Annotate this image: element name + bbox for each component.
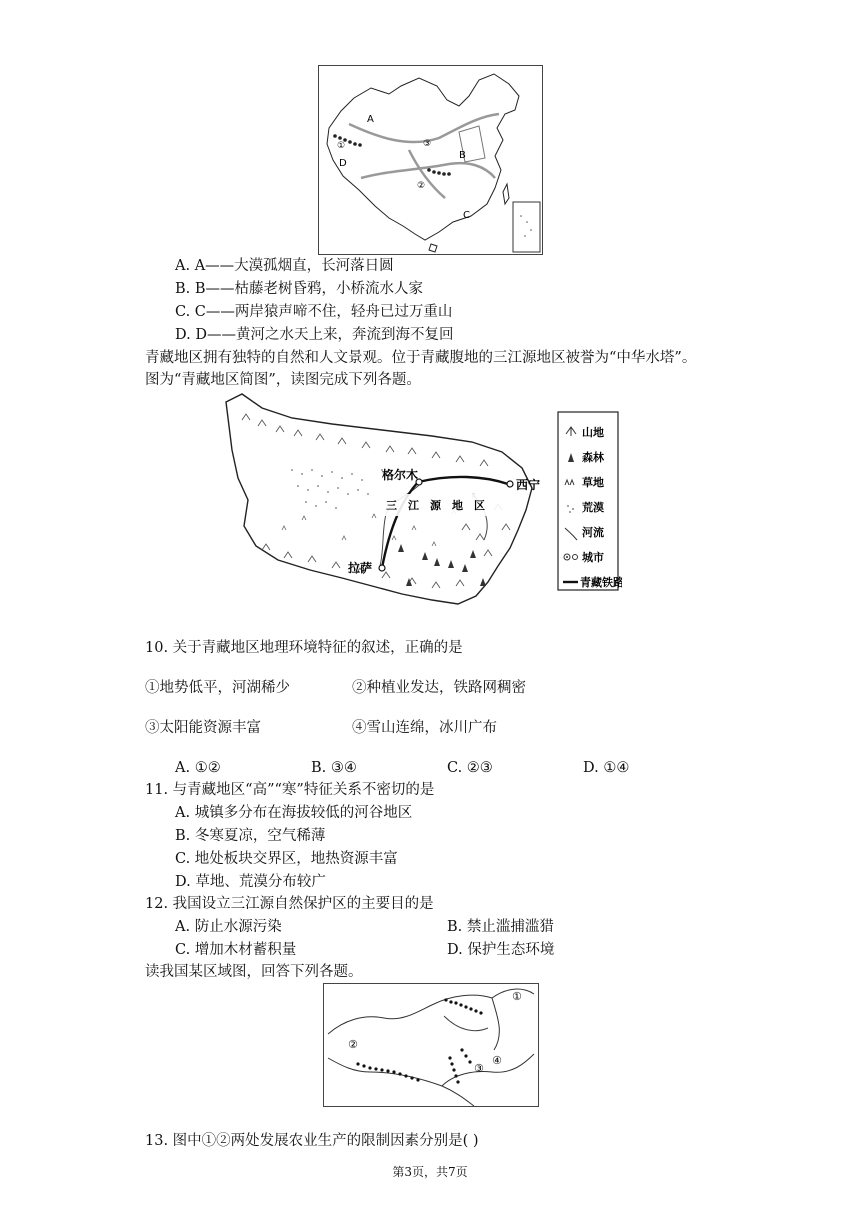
q12-stem: 12. 我国设立三江源自然保护区的主要目的是 <box>145 896 434 912</box>
legend-label-forest: 森林 <box>582 451 604 464</box>
qinghai-tibet-map <box>222 390 622 612</box>
mountain-label-1: ① <box>337 141 346 151</box>
legend-label-city: 城市 <box>582 551 604 564</box>
q10-option-c: C. ②③ <box>447 760 493 776</box>
intro-line-1: 青藏地区拥有独特的自然和人文景观。位于青藏腹地的三江源地区被誉为“中华水塔”。 <box>145 350 697 366</box>
line-label-3: ③ <box>423 139 432 149</box>
region-label-b: B <box>459 150 466 161</box>
legend-label-railway: 青藏铁路 <box>580 576 622 589</box>
intro-2: 读我国某区域图，回答下列各题。 <box>145 964 363 980</box>
q11-option-d: D. 草地、荒漠分布较广 <box>175 874 326 890</box>
china-regions-map <box>318 65 543 255</box>
q11-option-a: A. 城镇多分布在海拔较低的河谷地区 <box>175 805 413 821</box>
city-lhasa: 拉萨 <box>348 561 373 575</box>
region-char-2: 江 <box>408 499 419 512</box>
q9-option-b: B. B——枯藤老树昏鸦，小桥流水人家 <box>175 281 424 297</box>
q10-stem: 10. 关于青藏地区地理环境特征的叙述，正确的是 <box>145 640 463 656</box>
legend-label-river: 河流 <box>582 526 604 539</box>
q9-option-a: A. A——大漠孤烟直，长河落日圆 <box>175 258 394 274</box>
q11-stem: 11. 与青藏地区“高”“寒”特征关系不密切的是 <box>145 782 435 798</box>
q12-option-d: D. 保护生态环境 <box>447 942 555 958</box>
q10-statement-1: ①地势低平，河湖稀少 <box>145 680 290 696</box>
map-legend <box>558 412 622 590</box>
q10-statement-2: ②种植业发达，铁路网稠密 <box>352 680 526 696</box>
q12-option-b: B. 禁止滥捕滥猎 <box>447 919 554 935</box>
region-char-5: 区 <box>474 499 485 512</box>
q10-statement-4: ④雪山连绵，冰川广布 <box>352 720 497 736</box>
legend-label-mountain: 山地 <box>582 426 604 439</box>
area-label-4: ④ <box>492 1054 502 1067</box>
q10-option-d: D. ①④ <box>583 760 630 776</box>
q10-option-a: A. ①② <box>175 760 221 776</box>
q12-option-a: A. 防止水源污染 <box>175 919 282 935</box>
area-label-1: ① <box>512 990 522 1003</box>
city-golmud: 格尔木 <box>382 468 419 482</box>
q11-option-b: B. 冬寒夏凉，空气稀薄 <box>175 828 326 844</box>
region-char-4: 地 <box>452 499 463 512</box>
q12-option-c: C. 增加木材蓄积量 <box>175 942 297 958</box>
legend-label-grass: 草地 <box>582 476 604 489</box>
city-xining: 西宁 <box>516 478 541 492</box>
region-map <box>323 983 539 1107</box>
region-label-d: D <box>339 158 347 169</box>
region-char-1: 三 <box>386 499 397 512</box>
region-label-c: C <box>463 210 470 221</box>
region-label-a: A <box>367 114 374 125</box>
region-char-3: 源 <box>430 499 441 512</box>
legend-label-desert: 荒漠 <box>582 501 604 514</box>
q10-option-b: B. ③④ <box>311 760 357 776</box>
q10-statement-3: ③太阳能资源丰富 <box>145 720 261 736</box>
page-footer: 第3页，共7页 <box>392 1165 468 1179</box>
intro-line-2: 图为“青藏地区简图”，读图完成下列各题。 <box>145 372 421 388</box>
q11-option-c: C. 地处板块交界区，地热资源丰富 <box>175 851 398 867</box>
area-label-3: ③ <box>474 1062 484 1075</box>
area-label-2: ② <box>348 1038 358 1051</box>
q9-option-c: C. C——两岸猿声啼不住，轻舟已过万重山 <box>175 304 453 320</box>
q9-option-d: D. D——黄河之水天上来，奔流到海不复回 <box>175 327 454 343</box>
mountain-label-2: ② <box>417 181 426 191</box>
q13-stem: 13. 图中①②两处发展农业生产的限制因素分别是( ) <box>145 1133 479 1149</box>
